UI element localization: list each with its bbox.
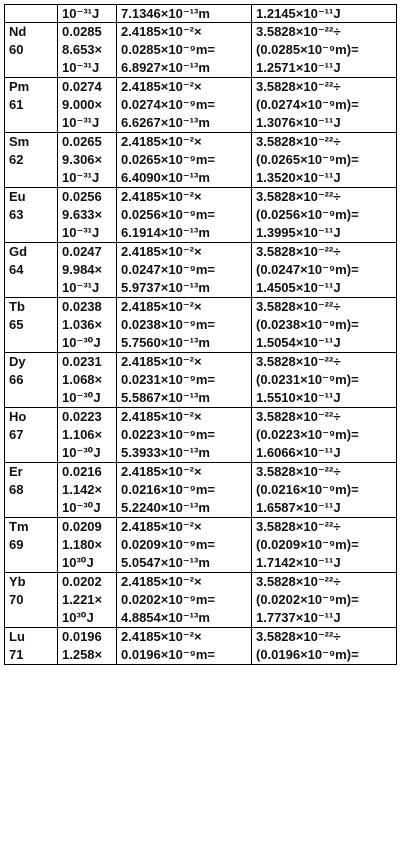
- cell-line: (0.0247×10⁻⁹m)=: [256, 262, 359, 277]
- cell-line: Tm: [9, 519, 29, 534]
- cell-line: (0.0196×10⁻⁹m)=: [256, 647, 359, 662]
- table-row: [5, 78, 397, 133]
- table-row: [5, 573, 397, 628]
- cell-line: 10³⁰J: [62, 555, 94, 570]
- cell-line: 6.1914×10⁻¹³m: [121, 225, 210, 240]
- energy-calc-cell: [252, 628, 397, 665]
- cell-line: 4.8854×10⁻¹³m: [121, 610, 210, 625]
- element-cell: [5, 23, 58, 78]
- cell-line: 3.5828×10⁻²²÷: [256, 189, 341, 204]
- cell-line: (0.0238×10⁻⁹m)=: [256, 317, 359, 332]
- cell-line: 1.5054×10⁻¹¹J: [256, 335, 341, 350]
- calculation-table: [4, 4, 397, 665]
- radius-calc-cell: [117, 5, 252, 23]
- element-cell: [5, 133, 58, 188]
- cell-line: 61: [9, 97, 24, 112]
- table-row: [5, 188, 397, 243]
- cell-line: Tb: [9, 299, 25, 314]
- cell-line: 9.984×: [62, 262, 103, 277]
- wavelength-energy-cell: [58, 243, 117, 298]
- cell-line: 2.4185×10⁻²×: [121, 189, 202, 204]
- table-row: [5, 353, 397, 408]
- cell-line: 63: [9, 207, 24, 222]
- cell-line: 0.0231×10⁻⁹m=: [121, 372, 215, 387]
- cell-line: 0.0202×10⁻⁹m=: [121, 592, 215, 607]
- wavelength-energy-cell: [58, 133, 117, 188]
- cell-line: 0.0196×10⁻⁹m=: [121, 647, 215, 662]
- wavelength-energy-cell: [58, 78, 117, 133]
- cell-line: 0.0247×10⁻⁹m=: [121, 262, 215, 277]
- energy-calc-cell: [252, 298, 397, 353]
- cell-line: 0.0285: [62, 24, 102, 39]
- wavelength-energy-cell: [58, 518, 117, 573]
- cell-line: 0.0274: [62, 79, 102, 94]
- cell-line: 9.000×: [62, 97, 103, 112]
- element-cell: [5, 353, 58, 408]
- cell-line: 0.0247: [62, 244, 102, 259]
- cell-line: 1.5510×10⁻¹¹J: [256, 390, 341, 405]
- cell-line: Yb: [9, 574, 26, 589]
- cell-line: 10⁻³¹J: [62, 6, 100, 21]
- cell-line: 0.0223×10⁻⁹m=: [121, 427, 215, 442]
- cell-line: 0.0223: [62, 409, 102, 424]
- energy-calc-cell: [252, 243, 397, 298]
- cell-line: 9.633×: [62, 207, 103, 222]
- cell-line: 0.0274×10⁻⁹m=: [121, 97, 215, 112]
- cell-line: 0.0202: [62, 574, 102, 589]
- cell-line: 5.3933×10⁻¹³m: [121, 445, 210, 460]
- cell-line: 3.5828×10⁻²²÷: [256, 79, 341, 94]
- cell-line: 68: [9, 482, 24, 497]
- energy-calc-cell: [252, 5, 397, 23]
- table-row: [5, 298, 397, 353]
- cell-line: 3.5828×10⁻²²÷: [256, 464, 341, 479]
- cell-line: (0.0223×10⁻⁹m)=: [256, 427, 359, 442]
- cell-line: 0.0265×10⁻⁹m=: [121, 152, 215, 167]
- cell-line: 1.180×: [62, 537, 103, 552]
- table-row: [5, 628, 397, 665]
- wavelength-energy-cell: [58, 628, 117, 665]
- table-row: [5, 133, 397, 188]
- cell-line: 0.0209×10⁻⁹m=: [121, 537, 215, 552]
- cell-line: 0.0238×10⁻⁹m=: [121, 317, 215, 332]
- cell-line: 0.0231: [62, 354, 102, 369]
- cell-line: 0.0285×10⁻⁹m=: [121, 42, 215, 57]
- cell-line: (0.0209×10⁻⁹m)=: [256, 537, 359, 552]
- cell-line: 3.5828×10⁻²²÷: [256, 574, 341, 589]
- cell-line: 1.036×: [62, 317, 103, 332]
- energy-calc-cell: [252, 23, 397, 78]
- cell-line: 9.306×: [62, 152, 103, 167]
- cell-line: 60: [9, 42, 24, 57]
- cell-line: 2.4185×10⁻²×: [121, 79, 202, 94]
- cell-line: 62: [9, 152, 24, 167]
- cell-line: 6.8927×10⁻¹³m: [121, 60, 210, 75]
- cell-line: 10⁻³⁰J: [62, 335, 101, 350]
- cell-line: 3.5828×10⁻²²÷: [256, 24, 341, 39]
- table-row: [5, 243, 397, 298]
- element-cell: [5, 463, 58, 518]
- wavelength-energy-cell: [58, 188, 117, 243]
- element-cell: [5, 628, 58, 665]
- cell-line: 0.0216×10⁻⁹m=: [121, 482, 215, 497]
- radius-calc-cell: [117, 243, 252, 298]
- cell-line: 2.4185×10⁻²×: [121, 464, 202, 479]
- cell-line: 10⁻³¹J: [62, 115, 100, 130]
- cell-line: Pm: [9, 79, 30, 94]
- cell-line: 1.7142×10⁻¹¹J: [256, 555, 341, 570]
- energy-calc-cell: [252, 573, 397, 628]
- cell-line: 0.0256×10⁻⁹m=: [121, 207, 215, 222]
- cell-line: 3.5828×10⁻²²÷: [256, 629, 341, 644]
- energy-calc-cell: [252, 353, 397, 408]
- cell-line: 2.4185×10⁻²×: [121, 24, 202, 39]
- cell-line: (0.0202×10⁻⁹m)=: [256, 592, 359, 607]
- cell-line: 0.0265: [62, 134, 102, 149]
- element-cell: [5, 518, 58, 573]
- cell-line: 3.5828×10⁻²²÷: [256, 519, 341, 534]
- cell-line: 5.2240×10⁻¹³m: [121, 500, 210, 515]
- cell-line: 2.4185×10⁻²×: [121, 134, 202, 149]
- cell-line: 10⁻³¹J: [62, 170, 100, 185]
- cell-line: Ho: [9, 409, 27, 424]
- cell-line: 6.4090×10⁻¹³m: [121, 170, 210, 185]
- cell-line: 1.3076×10⁻¹¹J: [256, 115, 341, 130]
- cell-line: 64: [9, 262, 24, 277]
- radius-calc-cell: [117, 298, 252, 353]
- radius-calc-cell: [117, 78, 252, 133]
- cell-line: 0.0238: [62, 299, 102, 314]
- radius-calc-cell: [117, 353, 252, 408]
- cell-line: 0.0196: [62, 629, 102, 644]
- element-cell: [5, 573, 58, 628]
- wavelength-energy-cell: [58, 573, 117, 628]
- cell-line: 2.4185×10⁻²×: [121, 354, 202, 369]
- cell-line: 1.3520×10⁻¹¹J: [256, 170, 341, 185]
- cell-line: 6.6267×10⁻¹³m: [121, 115, 210, 130]
- cell-line: 1.221×: [62, 592, 103, 607]
- cell-line: (0.0256×10⁻⁹m)=: [256, 207, 359, 222]
- cell-line: 71: [9, 647, 24, 662]
- energy-calc-cell: [252, 518, 397, 573]
- wavelength-energy-cell: [58, 463, 117, 518]
- cell-line: 67: [9, 427, 24, 442]
- energy-calc-cell: [252, 188, 397, 243]
- radius-calc-cell: [117, 188, 252, 243]
- cell-line: 10⁻³¹J: [62, 225, 100, 240]
- cell-line: 1.106×: [62, 427, 103, 442]
- radius-calc-cell: [117, 23, 252, 78]
- energy-calc-cell: [252, 463, 397, 518]
- cell-line: 5.5867×10⁻¹³m: [121, 390, 210, 405]
- energy-calc-cell: [252, 78, 397, 133]
- cell-line: 3.5828×10⁻²²÷: [256, 299, 341, 314]
- cell-line: 1.3995×10⁻¹¹J: [256, 225, 341, 240]
- cell-line: 1.6066×10⁻¹¹J: [256, 445, 341, 460]
- cell-line: Er: [9, 464, 23, 479]
- element-cell: [5, 243, 58, 298]
- table-row: [5, 23, 397, 78]
- cell-line: (0.0285×10⁻⁹m)=: [256, 42, 359, 57]
- cell-line: (0.0231×10⁻⁹m)=: [256, 372, 359, 387]
- cell-line: (0.0265×10⁻⁹m)=: [256, 152, 359, 167]
- cell-line: 1.6587×10⁻¹¹J: [256, 500, 341, 515]
- cell-line: 3.5828×10⁻²²÷: [256, 134, 341, 149]
- wavelength-energy-cell: [58, 353, 117, 408]
- wavelength-energy-cell: [58, 23, 117, 78]
- cell-line: 3.5828×10⁻²²÷: [256, 244, 341, 259]
- radius-calc-cell: [117, 408, 252, 463]
- cell-line: 1.7737×10⁻¹¹J: [256, 610, 341, 625]
- element-cell: [5, 188, 58, 243]
- cell-line: 3.5828×10⁻²²÷: [256, 409, 341, 424]
- cell-line: 70: [9, 592, 24, 607]
- cell-line: 1.2145×10⁻¹¹J: [256, 6, 341, 21]
- cell-line: 7.1346×10⁻¹³m: [121, 6, 210, 21]
- cell-line: Eu: [9, 189, 26, 204]
- cell-line: 1.2571×10⁻¹¹J: [256, 60, 341, 75]
- cell-line: 66: [9, 372, 24, 387]
- cell-line: 10⁻³⁰J: [62, 500, 101, 515]
- cell-line: 3.5828×10⁻²²÷: [256, 354, 341, 369]
- cell-line: (0.0216×10⁻⁹m)=: [256, 482, 359, 497]
- table-row: [5, 408, 397, 463]
- cell-line: 1.258×: [62, 647, 103, 662]
- table-body: [5, 5, 397, 665]
- element-cell: [5, 5, 58, 23]
- cell-line: 2.4185×10⁻²×: [121, 629, 202, 644]
- cell-line: 10⁻³¹J: [62, 60, 100, 75]
- energy-calc-cell: [252, 408, 397, 463]
- cell-line: 8.653×: [62, 42, 103, 57]
- wavelength-energy-cell: [58, 298, 117, 353]
- cell-line: 1.142×: [62, 482, 103, 497]
- cell-line: 2.4185×10⁻²×: [121, 409, 202, 424]
- table-row: [5, 463, 397, 518]
- cell-line: Nd: [9, 24, 27, 39]
- radius-calc-cell: [117, 518, 252, 573]
- cell-line: 0.0256: [62, 189, 102, 204]
- cell-line: 1.4505×10⁻¹¹J: [256, 280, 341, 295]
- cell-line: 5.7560×10⁻¹³m: [121, 335, 210, 350]
- cell-line: 10⁻³⁰J: [62, 445, 101, 460]
- cell-line: 69: [9, 537, 24, 552]
- cell-line: 5.9737×10⁻¹³m: [121, 280, 210, 295]
- cell-line: Dy: [9, 354, 26, 369]
- cell-line: 0.0216: [62, 464, 102, 479]
- element-cell: [5, 298, 58, 353]
- wavelength-energy-cell: [58, 408, 117, 463]
- wavelength-energy-cell: [58, 5, 117, 23]
- element-cell: [5, 78, 58, 133]
- cell-line: 2.4185×10⁻²×: [121, 244, 202, 259]
- cell-line: 5.0547×10⁻¹³m: [121, 555, 210, 570]
- radius-calc-cell: [117, 573, 252, 628]
- radius-calc-cell: [117, 628, 252, 665]
- table-row: [5, 518, 397, 573]
- cell-line: 10³⁰J: [62, 610, 94, 625]
- radius-calc-cell: [117, 133, 252, 188]
- cell-line: 65: [9, 317, 24, 332]
- cell-line: (0.0274×10⁻⁹m)=: [256, 97, 359, 112]
- energy-calc-cell: [252, 133, 397, 188]
- cell-line: 10⁻³¹J: [62, 280, 100, 295]
- element-cell: [5, 408, 58, 463]
- cell-line: 2.4185×10⁻²×: [121, 574, 202, 589]
- cell-line: 0.0209: [62, 519, 102, 534]
- cell-line: 10⁻³⁰J: [62, 390, 101, 405]
- radius-calc-cell: [117, 463, 252, 518]
- cell-line: 1.068×: [62, 372, 103, 387]
- cell-line: 2.4185×10⁻²×: [121, 299, 202, 314]
- cell-line: 2.4185×10⁻²×: [121, 519, 202, 534]
- cell-line: Sm: [9, 134, 30, 149]
- cell-line: Gd: [9, 244, 28, 259]
- cell-line: Lu: [9, 629, 25, 644]
- table-row: [5, 5, 397, 23]
